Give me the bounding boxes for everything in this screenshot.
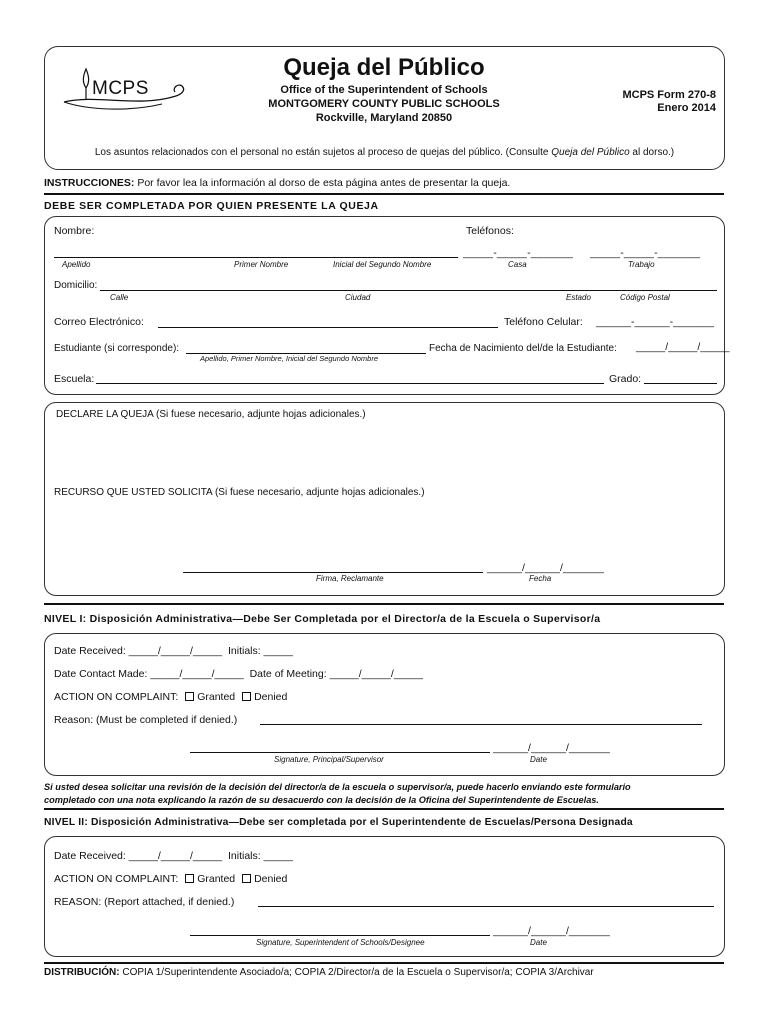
mcps-logo <box>58 64 188 114</box>
dob-field[interactable]: _____/_____/_____ <box>636 341 730 353</box>
l2-action-label: ACTION ON COMPLAINT: <box>54 873 179 885</box>
l1-initials-field[interactable]: _____ <box>263 645 293 657</box>
personnel-note-text-a: Los asuntos relacionados con el personal no están sujetos al proceso de quejas del público. (Consulte <box>94 147 552 158</box>
l2-reason-field[interactable] <box>258 906 714 907</box>
l2-reason-label: REASON: (Report attached, if denied.) <box>54 896 235 908</box>
email-field[interactable] <box>158 327 498 328</box>
remedy-text-area[interactable] <box>56 503 712 561</box>
distribution-label: DISTRIBUCIÓN: <box>44 967 120 978</box>
name-field[interactable] <box>54 257 458 258</box>
l1-date-received-field[interactable]: _____/_____/_____ <box>128 645 223 657</box>
review-note-line-1: Si usted desea solicitar una revisión de la decisión del director/a de la escuela o supervisor/a, puede hacerlo enviando este formulario <box>44 782 631 792</box>
l1-initials-label: Initials: <box>228 645 261 657</box>
review-note-line-2: completado con una nota explicando la razón de su desacuerdo con la decisión de la Oficina del Superintendente de Escuelas. <box>44 795 599 805</box>
l1-action <box>54 691 287 703</box>
cell-label: Teléfono Celular: <box>504 316 583 328</box>
l2-denied-checkbox[interactable] <box>242 874 251 883</box>
l1-denied-label: Denied <box>254 691 288 703</box>
sub-apellido: Apellido <box>62 260 91 269</box>
form-number: MCPS Form 270-8 <box>622 89 716 101</box>
complainant-date-label: Fecha <box>529 574 552 583</box>
section-rule <box>44 193 724 195</box>
distribution-text: COPIA 1/Superintendente Asociado/a; COPIA 2/Director/a de la Escuela o Supervisor/a; COPIA 3/Archivar <box>122 967 594 978</box>
level2-title: NIVEL II: Disposición Administrativa—Debe ser completada por el Superintendente de Escuelas/Persona Designada <box>44 817 633 828</box>
sub-inicial: Inicial del Segundo Nombre <box>333 260 432 269</box>
school-label: Escuela: <box>54 373 95 385</box>
distribution-rule <box>44 962 724 964</box>
office-line-2: MONTGOMERY COUNTY PUBLIC SCHOOLS <box>268 98 500 110</box>
l2-date-received-label: Date Received: <box>54 850 126 862</box>
l1-signature-label: Signature, Principal/Supervisor <box>274 755 384 764</box>
l2-date-label: Date <box>530 938 547 947</box>
l1-granted-label: Granted <box>197 691 236 703</box>
complainant-section-title: DEBE SER COMPLETADA POR QUIEN PRESENTE LA QUEJA <box>44 200 379 212</box>
l1-reason-label: Reason: (Must be completed if denied.) <box>54 714 238 726</box>
complainant-signature-label: Firma, Reclamante <box>316 574 384 583</box>
l1-date-field[interactable]: ______/______/_______ <box>493 742 610 754</box>
name-label: Nombre: <box>54 225 95 237</box>
level1-rule <box>44 603 724 605</box>
sub-ciudad: Ciudad <box>345 293 371 302</box>
office-line-3: Rockville, Maryland 20850 <box>315 112 453 124</box>
personnel-note-italic: Queja del Público <box>551 147 630 158</box>
complaint-text-area[interactable] <box>56 425 712 483</box>
l1-date-contact-field[interactable]: _____/_____/_____ <box>150 668 244 680</box>
l1-date-meeting-field[interactable]: _____/_____/_____ <box>329 668 423 680</box>
personnel-note-text-b: al dorso.) <box>629 147 675 158</box>
l2-date-field[interactable]: ______/______/_______ <box>493 925 610 937</box>
l1-signature-field[interactable] <box>190 752 490 753</box>
level1-title: NIVEL I: Disposición Administrativa—Debe Ser Completada por el Director/a de la Escuela o Supervisor/a <box>44 613 601 625</box>
sub-calle: Calle <box>110 293 129 302</box>
office-line-1: Office of the Superintendent of Schools <box>280 84 488 96</box>
l2-initials-field[interactable]: _____ <box>263 850 293 862</box>
instructions-text: Por favor lea la información al dorso de esta página antes de presentar la queja. <box>137 177 511 189</box>
grade-field[interactable] <box>644 383 717 384</box>
level2-rule <box>44 808 724 810</box>
l1-date-contact <box>54 668 423 680</box>
l2-granted-checkbox[interactable] <box>185 874 194 883</box>
l2-granted-label: Granted <box>197 873 236 885</box>
sub-estado: Estado <box>566 293 591 302</box>
form-date: Enero 2014 <box>657 102 716 114</box>
complainant-signature-field[interactable] <box>183 572 483 573</box>
logo-text: MCPS <box>92 78 149 99</box>
distribution <box>44 967 594 978</box>
complainant-box <box>44 216 725 395</box>
l1-date-received-label: Date Received: <box>54 645 126 657</box>
l2-action <box>54 873 287 885</box>
personnel-note <box>44 147 725 158</box>
l2-date-received <box>54 850 293 862</box>
declare-label: DECLARE LA QUEJA (Si fuese necesario, adjunte hojas adicionales.) <box>56 409 366 420</box>
dob-label: Fecha de Nacimiento del/de la Estudiante: <box>429 343 617 354</box>
l1-date-contact-label: Date Contact Made: <box>54 668 148 680</box>
address-label: Domicilio: <box>54 280 98 291</box>
complainant-date-field[interactable]: ______/______/_______ <box>487 562 604 574</box>
l1-granted-checkbox[interactable] <box>185 692 194 701</box>
school-field[interactable] <box>96 383 604 384</box>
student-sub: Apellido, Primer Nombre, Inicial del Segundo Nombre <box>200 354 379 363</box>
form-title: Queja del Público <box>283 54 485 81</box>
sub-primer-nombre: Primer Nombre <box>234 260 289 269</box>
l1-denied-checkbox[interactable] <box>242 692 251 701</box>
cell-field[interactable]: ______-______-_______ <box>596 316 714 328</box>
l2-date-received-field[interactable]: _____/_____/_____ <box>128 850 223 862</box>
l1-action-label: ACTION ON COMPLAINT: <box>54 691 179 703</box>
grade-label: Grado: <box>609 373 642 385</box>
student-label: Estudiante (si corresponde): <box>54 343 180 354</box>
l2-denied-label: Denied <box>254 873 288 885</box>
l2-initials-label: Initials: <box>228 850 261 862</box>
l1-reason-field[interactable] <box>260 724 702 725</box>
phones-label: Teléfonos: <box>466 225 514 237</box>
sub-casa: Casa <box>508 260 527 269</box>
home-phone-field[interactable]: _____-_____-_______ <box>463 247 574 259</box>
l1-date-received <box>54 645 293 657</box>
l1-date-meeting-label: Date of Meeting: <box>249 668 327 680</box>
l2-signature-label: Signature, Superintendent of Schools/Designee <box>256 938 425 947</box>
sub-trabajo: Trabajo <box>628 260 655 269</box>
remedy-label: RECURSO QUE USTED SOLICITA (Si fuese necesario, adjunte hojas adicionales.) <box>54 487 425 498</box>
instructions <box>44 177 510 189</box>
sub-codigo-postal: Código Postal <box>620 293 670 302</box>
l2-signature-field[interactable] <box>190 935 490 936</box>
l1-date-label: Date <box>530 755 547 764</box>
address-field[interactable] <box>100 290 717 291</box>
work-phone-field[interactable]: _____-_____-_______ <box>590 247 701 259</box>
instructions-label: INSTRUCCIONES: <box>44 177 135 189</box>
email-label: Correo Electrónico: <box>54 316 144 328</box>
